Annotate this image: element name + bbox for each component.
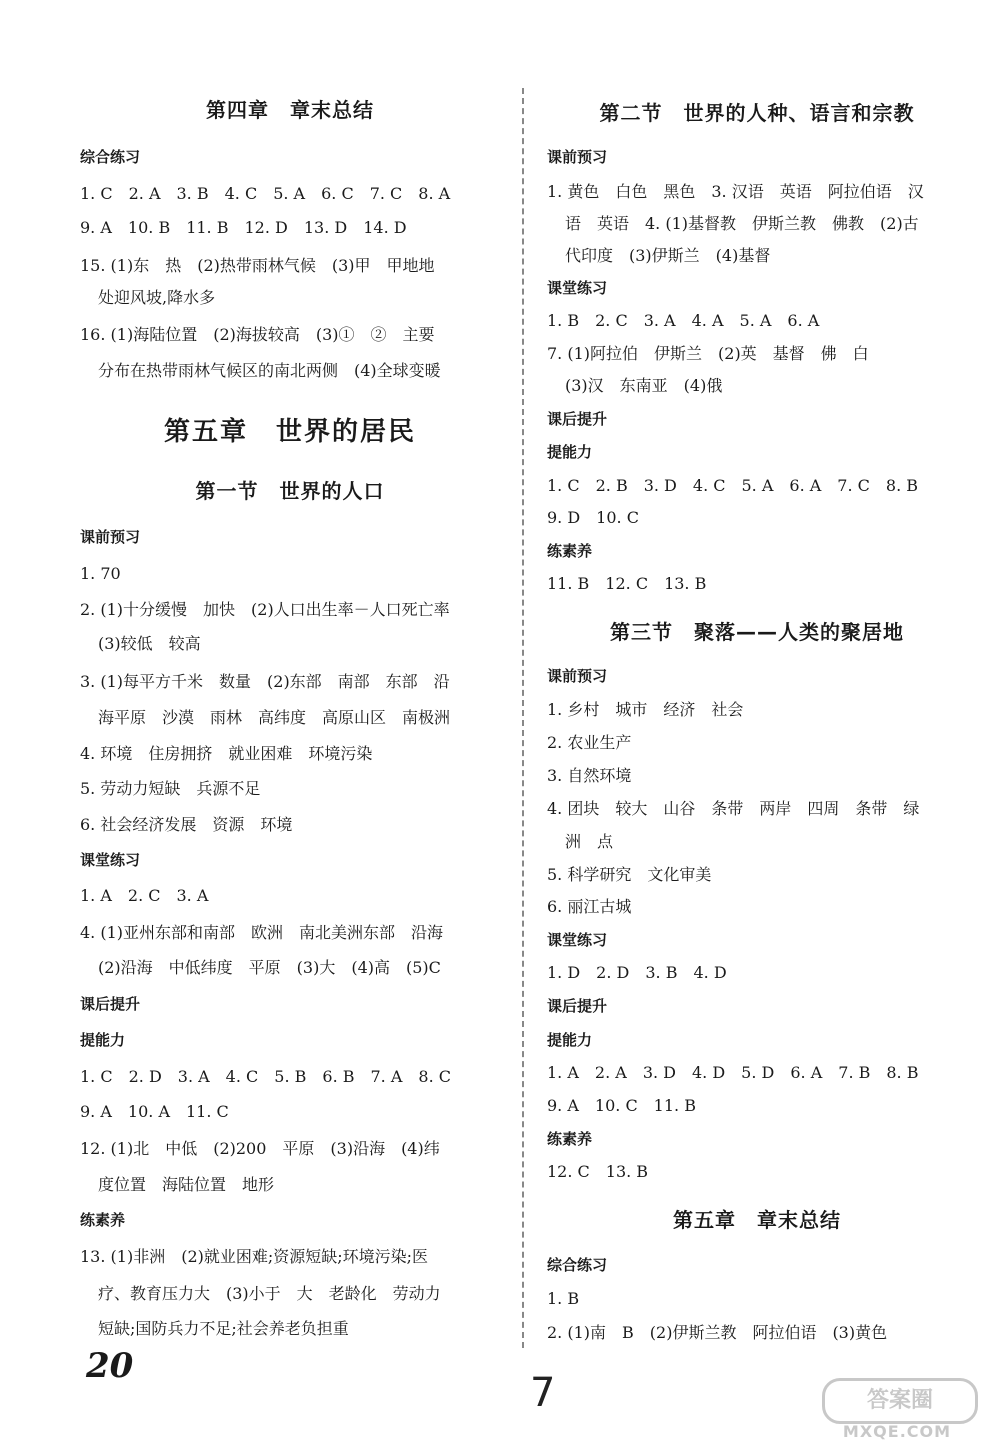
answer-line: 4. (1)亚州东部和南部 欧洲 南北美洲东部 沿海 [80,923,444,942]
section2-title: 第二节 世界的人种、语言和宗教 [599,101,915,125]
section-label: 提能力 [547,443,593,461]
watermark-url: MXQE.COM [842,1422,952,1441]
answer-line: 1. C 2. A 3. B 4. C 5. A 6. C 7. C 8. A [80,184,451,203]
section-label: 课后提升 [547,997,608,1015]
answer-line: 1. A 2. C 3. A [80,886,209,905]
answer-line: 1. C 2. D 3. A 4. C 5. B 6. B 7. A 8. C [80,1067,451,1086]
answer-line: 2. (1)南 B (2)伊斯兰教 阿拉伯语 (3)黄色 [547,1323,888,1342]
answer-line: 11. B 12. C 13. B [547,574,707,593]
watermark-logo [822,1378,972,1441]
answer-line: (3)较低 较高 [98,634,201,653]
answer-line: 9. D 10. C [547,508,639,527]
section-label: 练素养 [547,542,593,560]
answer-line: 12. C 13. B [547,1162,649,1181]
section-label: 综合练习 [547,1256,608,1274]
answer-line: 1. 70 [80,564,121,583]
answer-line: 6. 丽江古城 [547,897,632,916]
answer-line: 1. D 2. D 3. B 4. D [547,963,727,982]
answer-line: 13. (1)非洲 (2)就业困难;资源短缺;环境污染;医 [80,1247,429,1266]
section-label: 课后提升 [547,410,608,428]
answer-line: 度位置 海陆位置 地形 [98,1175,275,1194]
answer-line: (2)沿海 中低纬度 平原 (3)大 (4)高 (5)C [98,958,441,977]
section3-title: 第三节 聚落——人类的聚居地 [610,620,904,644]
handwritten-mark: 7 [530,1370,556,1416]
answer-line: (3)汉 东南亚 (4)俄 [565,376,723,395]
answer-line: 1. A 2. A 3. D 4. D 5. D 6. A 7. B 8. B [547,1063,919,1082]
answer-line: 6. 社会经济发展 资源 环境 [80,815,293,834]
chapter5-summary-title: 第五章 章末总结 [673,1208,841,1232]
section-label: 课后提升 [80,995,141,1013]
answer-line: 7. (1)阿拉伯 伊斯兰 (2)英 基督 佛 白 [547,344,869,363]
chapter4-summary-title: 第四章 章末总结 [206,98,374,122]
answer-line: 语 英语 4. (1)基督教 伊斯兰教 佛教 (2)古 [565,214,919,233]
section-label: 综合练习 [80,148,141,166]
chapter5-title: 第五章 世界的居民 [163,417,416,447]
answer-line: 9. A 10. C 11. B [547,1096,696,1115]
watermark-seal: 答案圈 [822,1378,978,1424]
section-label: 提能力 [80,1031,126,1049]
answer-line: 9. A 10. A 11. C [80,1102,229,1121]
column-divider [522,88,524,1348]
answer-line: 15. (1)东 热 (2)热带雨林气候 (3)甲 甲地地 [80,256,435,275]
section-label: 课前预习 [547,148,608,166]
answer-line: 处迎风坡,降水多 [98,288,216,307]
section-label: 课堂练习 [547,279,608,297]
answer-line: 2. (1)十分缓慢 加快 (2)人口出生率－人口死亡率 [80,600,450,619]
answer-line: 2. 农业生产 [547,733,632,752]
section1-title: 第一节 世界的人口 [195,479,385,503]
answer-line: 5. 科学研究 文化审美 [547,865,712,884]
page-number: 20 [86,1346,134,1386]
answer-line: 1. 乡村 城市 经济 社会 [547,700,744,719]
answer-line: 1. 黄色 白色 黑色 3. 汉语 英语 阿拉伯语 汉 [547,182,924,201]
section-label: 提能力 [547,1031,593,1049]
answer-line: 短缺;国防兵力不足;社会养老负担重 [98,1319,349,1338]
answer-line: 代印度 (3)伊斯兰 (4)基督 [565,246,771,265]
answer-line: 5. 劳动力短缺 兵源不足 [80,779,261,798]
section-label: 课堂练习 [80,851,141,869]
answer-line: 3. (1)每平方千米 数量 (2)东部 南部 东部 沿 [80,672,450,691]
answer-line: 1. C 2. B 3. D 4. C 5. A 6. A 7. C 8. B [547,476,918,495]
section-label: 课堂练习 [547,931,608,949]
answer-line: 4. 环境 住房拥挤 就业困难 环境污染 [80,744,373,763]
section-label: 练素养 [547,1130,593,1148]
section-label: 课前预习 [547,667,608,685]
answer-line: 12. (1)北 中低 (2)200 平原 (3)沿海 (4)纬 [80,1139,440,1158]
answer-line: 3. 自然环境 [547,766,632,785]
answer-line: 洲 点 [565,832,614,851]
section-label: 练素养 [80,1211,126,1229]
answer-line: 1. B 2. C 3. A 4. A 5. A 6. A [547,311,820,330]
section-label: 课前预习 [80,528,141,546]
answer-line: 海平原 沙漠 雨林 高纬度 高原山区 南极洲 [98,708,451,727]
answer-line: 1. B [547,1289,580,1308]
answer-line: 疗、教育压力大 (3)小于 大 老龄化 劳动力 [98,1284,441,1303]
answer-line: 分布在热带雨林气候区的南北两侧 (4)全球变暖 [98,361,441,380]
answer-line: 4. 团块 较大 山谷 条带 两岸 四周 条带 绿 [547,799,920,818]
answer-line: 9. A 10. B 11. B 12. D 13. D 14. D [80,218,407,237]
answer-line: 16. (1)海陆位置 (2)海拔较高 (3)① ② 主要 [80,325,435,344]
